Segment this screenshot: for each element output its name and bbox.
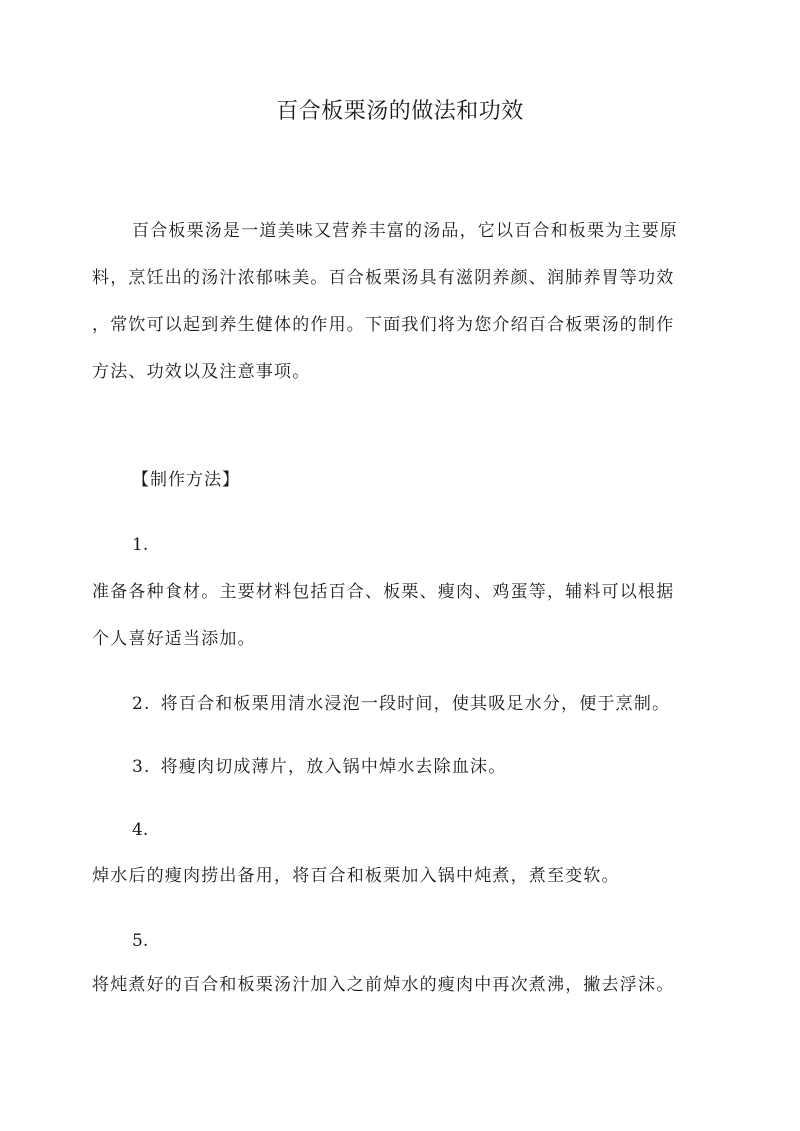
step-text bbox=[92, 569, 712, 663]
step-text: 将百合和板栗用清水浸泡一段时间，使其吸足水分，便于烹制。 bbox=[160, 694, 671, 714]
step-text-line: 将炖煮好的百合和板栗汤汁加入之前焯水的瘦肉中再次煮沸，撇去浮沫。 bbox=[92, 975, 675, 995]
step-number: 4. bbox=[132, 820, 149, 840]
section-heading-method: 【制作方法】 bbox=[132, 470, 240, 490]
intro-line: 方法、功效以及注意事项。 bbox=[92, 362, 311, 382]
step-item bbox=[132, 752, 506, 782]
step-number: 1. bbox=[132, 535, 149, 555]
step-text-line: 焯水后的瘦肉捞出备用，将百合和板栗加入锅中炖煮，煮至变软。 bbox=[92, 866, 620, 886]
intro-paragraph bbox=[92, 208, 704, 396]
step-text bbox=[92, 962, 712, 1009]
step-item bbox=[132, 689, 670, 719]
step-text: 将瘦肉切成薄片，放入锅中焯水去除血沫。 bbox=[160, 757, 507, 777]
step-text-line: 准备各种食材。主要材料包括百合、板栗、瘦肉、鸡蛋等，辅料可以根据 bbox=[92, 582, 675, 602]
step-number: 5. bbox=[132, 931, 149, 951]
step-number: 3. bbox=[132, 757, 151, 777]
step-text bbox=[92, 853, 712, 900]
document-title: 百合板栗汤的做法和功效 bbox=[276, 99, 524, 124]
step-number: 2. bbox=[132, 694, 151, 714]
intro-line: 料，烹饪出的汤汁浓郁味美。百合板栗汤具有滋阴养颜、润肺养胃等功效 bbox=[92, 268, 675, 288]
intro-line: ，常饮可以起到养生健体的作用。下面我们将为您介绍百合板栗汤的制作 bbox=[92, 315, 675, 335]
step-text-line: 个人喜好适当添加。 bbox=[92, 629, 256, 649]
intro-line: 百合板栗汤是一道美味又营养丰富的汤品，它以百合和板栗为主要原 bbox=[132, 221, 678, 241]
